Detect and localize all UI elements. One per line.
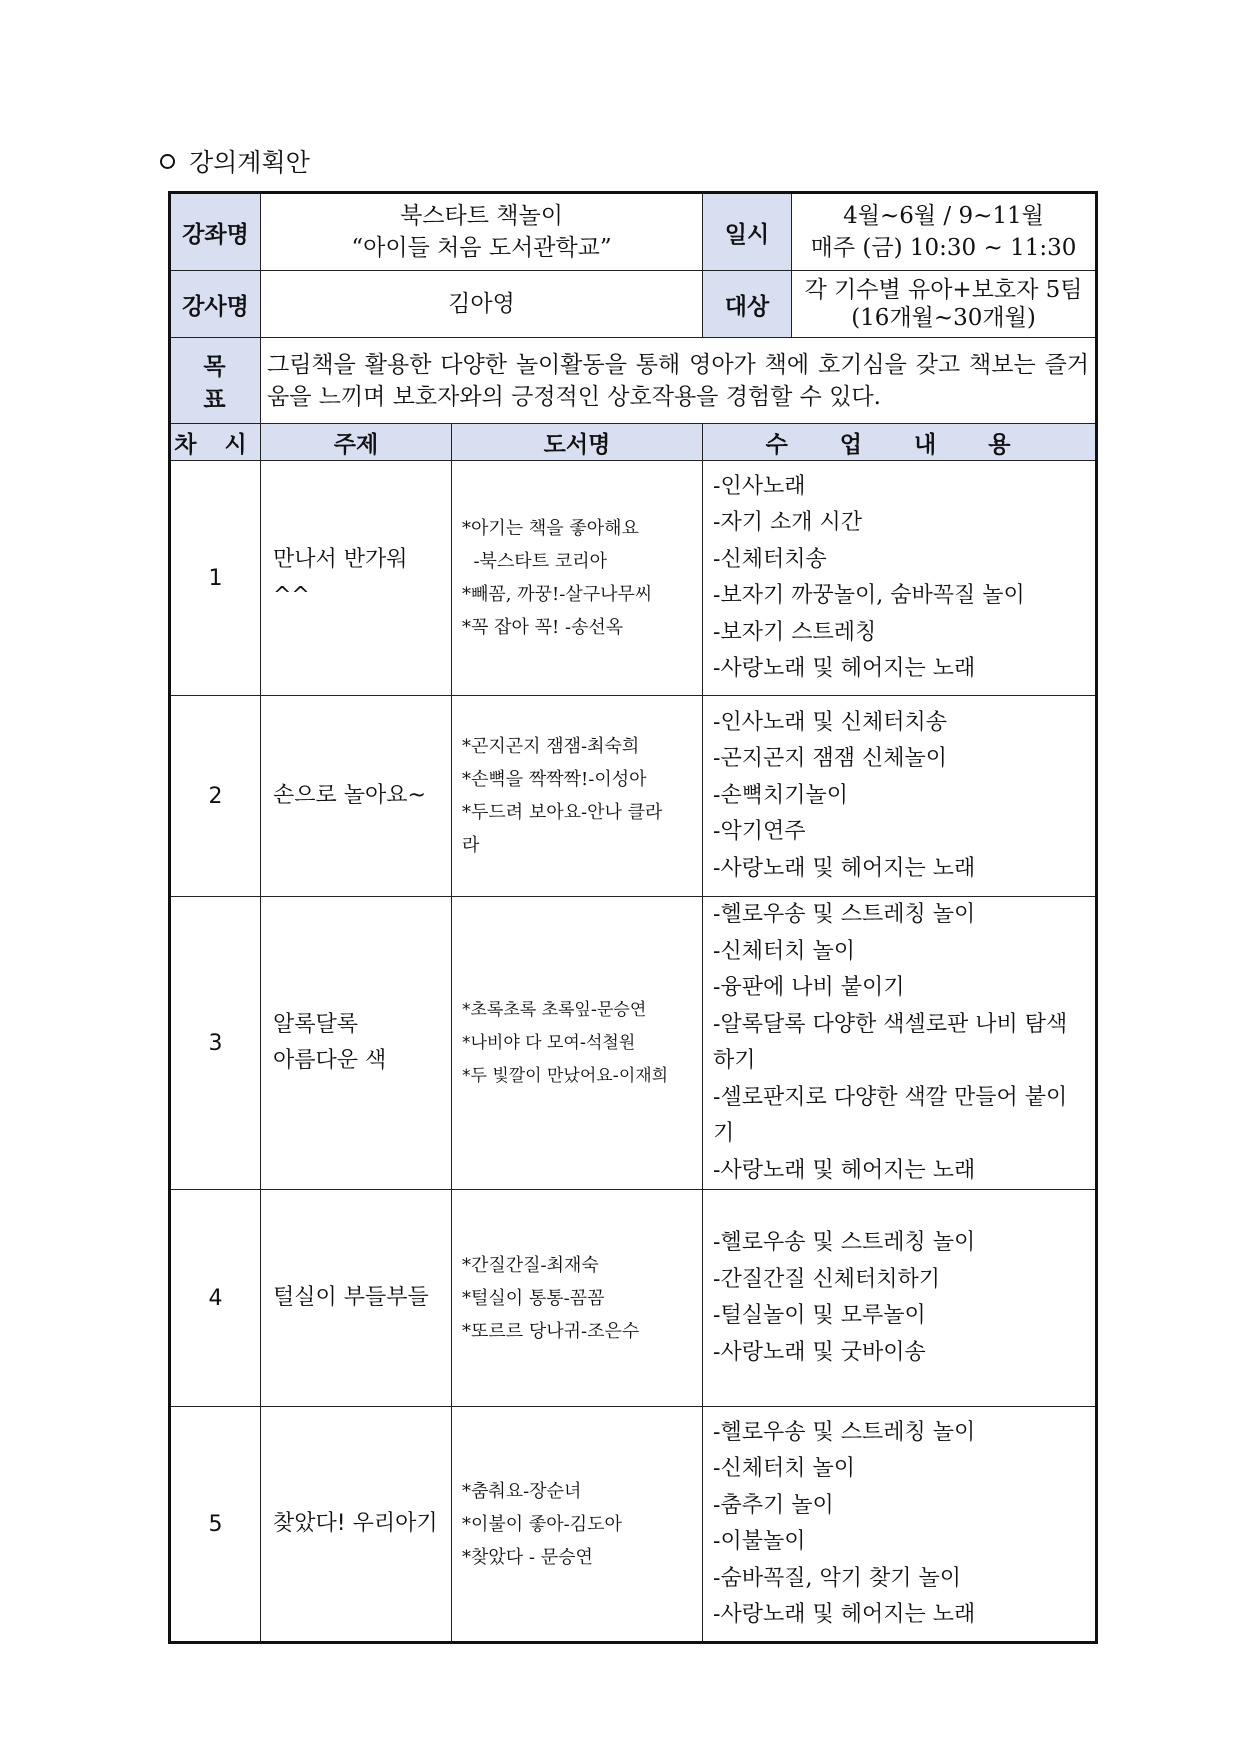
- goal-label: 목 표: [170, 338, 261, 424]
- session-number: 1: [170, 461, 261, 696]
- content-item: -보자기 까꿍놀이, 숨바꼭질 놀이: [713, 583, 1025, 608]
- content-item: -알록달록 다양한 색셀로판 나비 탐색하기: [713, 1011, 1068, 1073]
- content-item: -인사노래: [713, 473, 806, 499]
- content-item: -보자기 스트레칭: [713, 619, 877, 645]
- session-books: [452, 1190, 703, 1407]
- content-item: -헬로우송 및 스트레칭 놀이: [713, 1230, 976, 1255]
- schedule-line2: 매주 (금) 10:30 ~ 11:30: [810, 235, 1077, 261]
- course-name-line1: 북스타트 책놀이: [400, 203, 563, 229]
- table-row: [170, 1190, 1097, 1407]
- content-item: -숨바꼭질, 악기 찾기 놀이: [713, 1565, 961, 1591]
- content-item: -악기연주: [713, 819, 806, 845]
- col-content: 수 업 내 용: [703, 424, 1097, 461]
- content-item: -신체터치 놀이: [713, 1456, 855, 1481]
- course-name-line2: “아이들 처음 도서관학교”: [351, 235, 612, 261]
- book-item: *빼꼼, 까꿍!-살구나무씨: [462, 584, 653, 605]
- session-number: 2: [170, 696, 261, 897]
- target-value: [792, 271, 1095, 337]
- target-line2: (16개월~30개월): [851, 305, 1036, 331]
- session-topic-line2: 아름다운 색: [273, 1048, 387, 1073]
- session-topic: 만나서 반가워^^: [261, 461, 452, 696]
- session-number: 4: [170, 1190, 261, 1407]
- session-content: [703, 696, 1097, 897]
- content-item: -곤지곤지 잼잼 신체놀이: [713, 746, 947, 772]
- content-item: -이불놀이: [713, 1529, 806, 1554]
- book-item: *나비야 다 모여-석철원: [462, 1032, 636, 1053]
- content-item: -셀로판지로 다양한 색깔 만들어 붙이기: [713, 1084, 1068, 1146]
- circle-bullet-icon: [160, 154, 175, 169]
- book-item: *춤춰요-장순녀: [462, 1480, 582, 1502]
- content-item: -헬로우송 및 스트레칭 놀이: [713, 902, 976, 927]
- content-item: -털실놀이 및 모루놀이: [713, 1303, 926, 1328]
- course-row: [170, 193, 1097, 271]
- col-topic: 주제: [261, 424, 452, 461]
- session-books: [452, 1407, 703, 1643]
- book-item: *찾았다 - 문승연: [462, 1546, 593, 1568]
- session-topic: [261, 897, 452, 1190]
- session-topic: 털실이 부들부들: [261, 1190, 452, 1407]
- content-item: -사랑노래 및 굿바이송: [713, 1339, 926, 1365]
- book-item: *두 빛깔이 만났어요-이재희: [462, 1065, 669, 1086]
- content-item: -신체터치 놀이: [713, 938, 855, 964]
- instructor-name: 김아영: [261, 271, 703, 338]
- schedule-label: 일시: [703, 194, 792, 270]
- course-name: [261, 193, 703, 271]
- schedule-line1: 4월~6월 / 9~11월: [843, 203, 1044, 229]
- table-row: [170, 461, 1097, 696]
- book-item: *두드려 보아요-안나 클라: [462, 802, 663, 823]
- content-item: -융판에 나비 붙이기: [713, 975, 905, 1000]
- goal-text: 그림책을 활용한 다양한 놀이활동을 통해 영아가 책에 호기심을 갖고 책보는 즐거움을 느끼며 보호자와의 긍정적인 상호작용을 경험할 수 있다.: [261, 338, 1097, 424]
- table-row: [170, 897, 1097, 1190]
- session-topic: 찾았다! 우리아기: [261, 1407, 452, 1643]
- book-item: *간질간질-최재숙: [462, 1254, 599, 1276]
- content-item: -춤추기 놀이: [713, 1492, 834, 1518]
- content-item: -자기 소개 시간: [713, 510, 862, 535]
- book-item: -북스타트 코리아: [462, 551, 607, 572]
- content-item: -사랑노래 및 헤어지는 노래: [713, 1157, 976, 1183]
- table-row: [170, 1407, 1097, 1643]
- book-item: 라: [462, 835, 480, 856]
- section-title: [160, 143, 310, 179]
- goal-row: [170, 338, 1097, 424]
- book-item: *손뼉을 짝짝짝!-이성아: [462, 769, 647, 790]
- schedule-value: [792, 194, 1095, 270]
- session-content: [703, 897, 1097, 1190]
- lecture-plan-table: [168, 191, 1098, 1644]
- session-number: 3: [170, 897, 261, 1190]
- session-content: [703, 1407, 1097, 1643]
- target-cell: [703, 271, 1097, 338]
- content-item: -손뼉치기놀이: [713, 782, 848, 808]
- schedule-cell: [703, 193, 1097, 271]
- session-books: [452, 897, 703, 1190]
- content-item: -헬로우송 및 스트레칭 놀이: [713, 1419, 976, 1445]
- session-number: 5: [170, 1407, 261, 1643]
- instructor-row: [170, 271, 1097, 338]
- session-books: [452, 461, 703, 696]
- column-header-row: [170, 424, 1097, 461]
- book-item: *초록초록 초록잎-문승연: [462, 999, 647, 1020]
- content-item: -사랑노래 및 헤어지는 노래: [713, 656, 976, 681]
- session-books: [452, 696, 703, 897]
- content-item: -인사노래 및 신체터치송: [713, 709, 947, 735]
- session-content: [703, 1190, 1097, 1407]
- table-row: [170, 696, 1097, 897]
- session-content: [703, 461, 1097, 696]
- book-item: *이불이 좋아-김도아: [462, 1513, 622, 1535]
- content-item: -사랑노래 및 헤어지는 노래: [713, 855, 976, 881]
- section-title-text: 강의계획안: [189, 148, 310, 177]
- book-item: *곤지곤지 잼잼-최숙희: [462, 736, 640, 757]
- content-item: -간질간질 신체터치하기: [713, 1266, 940, 1292]
- target-label: 대상: [703, 271, 792, 337]
- instructor-label: 강사명: [170, 271, 261, 338]
- book-item: *꼭 잡아 꼭! -송선옥: [462, 617, 624, 638]
- col-session: 차 시: [170, 424, 261, 461]
- course-label: 강좌명: [170, 193, 261, 271]
- session-topic: 손으로 놀아요~: [261, 696, 452, 897]
- content-item: -사랑노래 및 헤어지는 노래: [713, 1602, 976, 1627]
- col-books: 도서명: [452, 424, 703, 461]
- book-item: *털실이 통통-꼼꼼: [462, 1287, 605, 1309]
- content-item: -신체터치송: [713, 546, 827, 572]
- book-item: *또르르 당나귀-조은수: [462, 1320, 640, 1342]
- session-topic-line1: 알록달록: [273, 1012, 359, 1037]
- target-line1: 각 기수별 유아+보호자 5팀: [804, 277, 1083, 303]
- book-item: *아기는 책을 좋아해요: [462, 518, 639, 539]
